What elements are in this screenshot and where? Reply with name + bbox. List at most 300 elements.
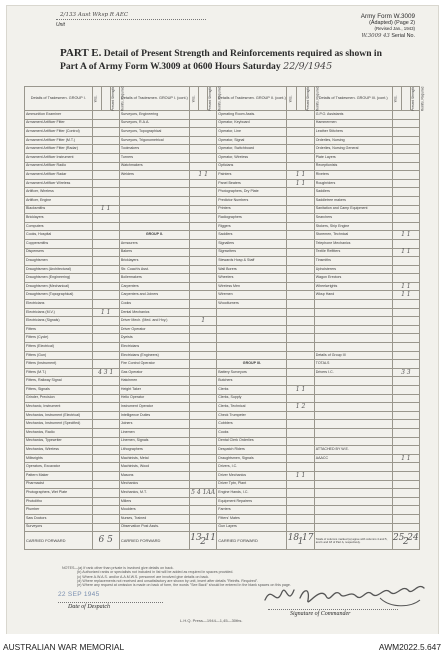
count-cell xyxy=(92,497,119,506)
count-cell xyxy=(190,523,217,532)
count-cell xyxy=(392,119,419,128)
count-cell xyxy=(287,368,314,377)
trade-cell: Fitters (Gun) xyxy=(25,351,93,360)
count-cell xyxy=(287,394,314,403)
count-cell xyxy=(287,136,314,145)
count-cell xyxy=(392,428,419,437)
count-cell xyxy=(190,343,217,352)
count-cell xyxy=(92,420,119,429)
count-cell xyxy=(190,394,217,403)
trade-cell: Pharmacist xyxy=(25,480,93,489)
count-cell xyxy=(190,257,217,266)
count-cell: 1 1 xyxy=(287,386,314,395)
trade-cell: Clerks, Supply xyxy=(217,394,287,403)
count-cell xyxy=(392,437,419,446)
trade-cell: Drivers I.C. xyxy=(314,368,392,377)
count-cell xyxy=(92,360,119,369)
count-cell xyxy=(287,188,314,197)
trade-cell: Carpenters and Joiners xyxy=(119,291,189,300)
count-cell xyxy=(190,506,217,515)
table-row xyxy=(25,514,420,523)
col-header-reinf: Reinfts. Required xyxy=(305,87,314,111)
count-cell xyxy=(190,300,217,309)
count-cell xyxy=(392,111,419,120)
count-cell xyxy=(92,377,119,386)
count-cell: 3 3 xyxy=(392,368,419,377)
trade-cell: Joiners xyxy=(119,420,189,429)
count-cell xyxy=(287,334,314,343)
trade-cell: Tinsmiths xyxy=(314,257,392,266)
trade-cell: Mechanics, Instrument (Specified) xyxy=(25,420,93,429)
trade-cell: Saddlers xyxy=(314,188,392,197)
count-cell xyxy=(190,162,217,171)
trade-cell: Armament Artificer Wireless xyxy=(25,179,93,188)
trade-cell: Butchers xyxy=(217,377,287,386)
count-cell xyxy=(190,111,217,120)
trade-cell: Pattern Maker xyxy=(25,471,93,480)
count-cell xyxy=(287,489,314,498)
trade-cell: Fire Control Operator xyxy=(119,360,189,369)
carried-forward-g3: 18 17 1 xyxy=(287,532,314,550)
trade-cell: Surveyors, Trigonometrical xyxy=(119,136,189,145)
table-row xyxy=(25,368,420,377)
table-row xyxy=(25,145,420,154)
serial-handwritten: 43 xyxy=(382,32,390,39)
trade-cell xyxy=(217,317,287,326)
count-cell xyxy=(190,136,217,145)
trade-cell: TOTALS xyxy=(314,360,392,369)
table-row xyxy=(25,257,420,266)
table-row xyxy=(25,274,420,283)
table-row xyxy=(25,171,420,180)
count-cell xyxy=(190,274,217,283)
trade-cell: Mechanics, Typewriter xyxy=(25,437,93,446)
table-body xyxy=(25,111,420,532)
table-row xyxy=(25,205,420,214)
form-line-2: (Revised Jan., 1943) xyxy=(374,26,415,32)
count-cell xyxy=(190,480,217,489)
col-header-reinf: Reinfts. Required xyxy=(208,87,217,111)
trade-cell: Boilermakers xyxy=(119,274,189,283)
trade-cell: Fitters (Electrical) xyxy=(25,343,93,352)
trade-cell: Telephone Mechanics xyxy=(314,239,392,248)
trade-cell xyxy=(314,325,392,334)
trade-cell: Armament Artificer Radar xyxy=(25,171,93,180)
trade-cell: Surveyors xyxy=(25,523,93,532)
unit-handwritten: 2/133 Aust Wksp R AEC xyxy=(60,12,129,18)
trade-cell: Mechanics, Wireless xyxy=(25,446,93,455)
trade-cell: Farriers xyxy=(217,506,287,515)
carried-forward-label: CARRIED FORWARD xyxy=(25,532,93,550)
count-cell xyxy=(190,454,217,463)
trade-cell: Str. Coach's Asst. xyxy=(119,265,189,274)
trade-cell: Artificer, Engine xyxy=(25,196,93,205)
trade-cell: Wheelwrights xyxy=(314,282,392,291)
table-row xyxy=(25,282,420,291)
count-cell xyxy=(287,111,314,120)
trade-cell: Armament Artificer Fitter (M.T.) xyxy=(25,136,93,145)
col-header-we: W.E. xyxy=(287,87,296,111)
trade-cell: Signallers xyxy=(217,239,287,248)
trade-cell: Driver Mech. (Med. and Hvy.) xyxy=(119,317,189,326)
note-line: (d) Where replacements not received and unsatisfactory are shown by unit, insert after details "Reinfts. Required". xyxy=(77,578,259,583)
col-header-reinf: Reinfts. Required xyxy=(410,87,419,111)
trade-cell: Orderlies, Nursing General xyxy=(314,145,392,154)
trade-cell: Roughriders xyxy=(314,179,392,188)
count-cell xyxy=(92,214,119,223)
form-line-3: W.3009 xyxy=(361,32,382,39)
trade-cell: Surveyors, R.A.A. xyxy=(119,119,189,128)
table-row xyxy=(25,248,420,257)
table-row xyxy=(25,471,420,480)
count-cell xyxy=(92,386,119,395)
count-cell xyxy=(287,282,314,291)
table-row xyxy=(25,265,420,274)
trade-cell: Height Taker xyxy=(119,386,189,395)
trade-cell: Painters xyxy=(217,171,287,180)
trade-cell: Millwrights xyxy=(25,454,93,463)
table-row xyxy=(25,428,420,437)
trade-cell: Plate Layers xyxy=(314,153,392,162)
trade-cell: Linemen, Signals xyxy=(119,437,189,446)
table-row xyxy=(25,300,420,309)
count-cell xyxy=(92,514,119,523)
trade-cell: Surveyors, Topographical xyxy=(119,128,189,137)
count-cell xyxy=(92,489,119,498)
count-cell xyxy=(287,480,314,489)
trade-cell xyxy=(119,188,189,197)
printer-imprint: L.H.Q. Press—1944—1,45—30ths. xyxy=(180,618,243,623)
trade-cell: Electricians (Signals) xyxy=(25,317,93,326)
trade-cell: Fitters (Instrument) xyxy=(25,360,93,369)
table-row xyxy=(25,334,420,343)
table-row xyxy=(25,119,420,128)
count-cell xyxy=(392,300,419,309)
trade-cell: Saw Doctors xyxy=(25,514,93,523)
count-cell xyxy=(92,265,119,274)
count-cell xyxy=(392,351,419,360)
trade-cell: Stewards Hosp & Staff xyxy=(217,257,287,266)
count-cell xyxy=(92,506,119,515)
count-cell xyxy=(190,128,217,137)
trade-cell: Blacksmiths xyxy=(25,205,93,214)
trade-cell: Wireless Men xyxy=(217,282,287,291)
count-cell xyxy=(287,497,314,506)
table-row xyxy=(25,403,420,412)
trade-cell: Toolmakers xyxy=(119,145,189,154)
trade-cell xyxy=(314,317,392,326)
count-cell xyxy=(92,222,119,231)
count-cell xyxy=(287,343,314,352)
table-row xyxy=(25,437,420,446)
trade-cell: Dispensers xyxy=(25,248,93,257)
trade-cell xyxy=(314,506,392,515)
count-cell xyxy=(392,325,419,334)
count-cell xyxy=(190,265,217,274)
trade-cell xyxy=(314,420,392,429)
trade-cell xyxy=(119,222,189,231)
commander-signature xyxy=(260,578,430,612)
trade-cell: Fitters xyxy=(25,325,93,334)
trade-cell: Leather Stitchers xyxy=(314,128,392,137)
trade-cell xyxy=(314,480,392,489)
count-cell xyxy=(190,334,217,343)
count-cell xyxy=(190,428,217,437)
trade-cell xyxy=(217,351,287,360)
count-cell xyxy=(92,231,119,240)
count-cell xyxy=(287,514,314,523)
count-cell xyxy=(92,317,119,326)
trade-cell: Intelligence Duties xyxy=(119,411,189,420)
trade-cell xyxy=(314,300,392,309)
trade-cell: Turners xyxy=(119,153,189,162)
trade-cell xyxy=(314,394,392,403)
count-cell xyxy=(392,420,419,429)
count-cell: 1 1 xyxy=(392,248,419,257)
trade-cell: Watchmakers xyxy=(119,162,189,171)
count-cell xyxy=(392,394,419,403)
count-cell xyxy=(92,403,119,412)
count-cell xyxy=(287,119,314,128)
count-cell xyxy=(392,334,419,343)
count-cell xyxy=(190,463,217,472)
count-cell xyxy=(92,394,119,403)
trade-cell: Sanitation and Camp Equipment xyxy=(314,205,392,214)
table-row xyxy=(25,386,420,395)
count-cell xyxy=(92,179,119,188)
trade-cell xyxy=(314,334,392,343)
trade-cell: Fitters' Mates xyxy=(217,514,287,523)
count-cell xyxy=(287,360,314,369)
count-cell xyxy=(190,248,217,257)
count-cell xyxy=(287,231,314,240)
archive-id: AWM2022.5.647 xyxy=(378,642,441,652)
count-cell xyxy=(287,463,314,472)
count-cell xyxy=(392,523,419,532)
table-row xyxy=(25,136,420,145)
count-cell xyxy=(392,386,419,395)
carried-forward-label: CARRIED FORWARD xyxy=(217,532,287,550)
trade-cell: Cooks xyxy=(217,428,287,437)
count-cell xyxy=(190,403,217,412)
trade-cell: Armament Artificer Fitter (Radar) xyxy=(25,145,93,154)
count-cell xyxy=(92,300,119,309)
count-cell xyxy=(92,480,119,489)
count-cell xyxy=(287,248,314,257)
count-cell xyxy=(92,196,119,205)
count-cell xyxy=(190,497,217,506)
count-cell xyxy=(287,274,314,283)
count-cell xyxy=(392,145,419,154)
title-text-2: Part A of Army Form W.3009 at 0600 Hours Saturday xyxy=(60,61,281,72)
trade-cell: Engine Hands, I.C. xyxy=(217,489,287,498)
trade-cell xyxy=(217,308,287,317)
count-cell xyxy=(92,136,119,145)
count-cell xyxy=(287,300,314,309)
trade-cell: GROUP III. xyxy=(217,360,287,369)
trade-cell: Equipment Repairers xyxy=(217,497,287,506)
count-cell xyxy=(92,171,119,180)
count-cell xyxy=(287,317,314,326)
table-row xyxy=(25,308,420,317)
trade-cell: Receptionists xyxy=(314,162,392,171)
table-row xyxy=(25,291,420,300)
trade-cell: Operator, Line xyxy=(217,128,287,137)
col-header-present: Present Strength xyxy=(101,87,110,111)
trade-cell: AAACC xyxy=(314,454,392,463)
trade-cell: Armament Artificer Radio xyxy=(25,162,93,171)
count-cell xyxy=(190,239,217,248)
table-row xyxy=(25,196,420,205)
count-cell xyxy=(92,274,119,283)
trade-cell: Electricians xyxy=(119,343,189,352)
table-row xyxy=(25,343,420,352)
count-cell xyxy=(287,325,314,334)
count-cell xyxy=(190,145,217,154)
count-cell xyxy=(287,351,314,360)
count-cell xyxy=(287,454,314,463)
trade-cell: Photographers, Wet Plate xyxy=(25,489,93,498)
table-row xyxy=(25,420,420,429)
trade-cell xyxy=(217,343,287,352)
trade-cell: ATTACHED BY W.E. xyxy=(314,446,392,455)
table-row xyxy=(25,162,420,171)
count-cell xyxy=(92,351,119,360)
count-cell xyxy=(392,317,419,326)
count-cell xyxy=(287,446,314,455)
date-stamp: 22 SEP 1945 xyxy=(58,591,100,598)
count-cell: 1 1 xyxy=(287,171,314,180)
carried-forward-row xyxy=(25,532,420,550)
count-cell: 1 1 xyxy=(392,231,419,240)
col-header-group3-cont: Details of Tradesmen. GROUP III. (cont.) xyxy=(314,87,392,111)
count-cell: 5 4 1AA xyxy=(191,489,216,497)
count-cell xyxy=(190,196,217,205)
count-cell xyxy=(92,162,119,171)
count-cell xyxy=(392,343,419,352)
date-handwritten: 22/9/1945 xyxy=(283,61,333,72)
trade-cell xyxy=(314,489,392,498)
count-cell xyxy=(287,428,314,437)
count-cell xyxy=(92,463,119,472)
count-cell xyxy=(92,111,119,120)
col-header-group1-cont: Details of Tradesmen. GROUP I. (cont.) xyxy=(119,87,189,111)
count-cell xyxy=(287,239,314,248)
count-cell xyxy=(190,119,217,128)
count-cell xyxy=(287,308,314,317)
count-cell xyxy=(392,153,419,162)
count-cell xyxy=(392,128,419,137)
count-cell xyxy=(287,145,314,154)
despatch-label: Date of Despatch xyxy=(68,604,110,610)
trade-cell: Saddlers xyxy=(217,231,287,240)
table-row xyxy=(25,480,420,489)
note-line: (c) Where A.W.A.S. and/or A.A.M.W.S. personnel are involved give details on back. xyxy=(77,574,210,579)
trade-cell: Mechanics, Instrument (Electrical) xyxy=(25,411,93,420)
table-row xyxy=(25,394,420,403)
count-cell xyxy=(92,188,119,197)
trade-cell: Draughtsmen, Signals xyxy=(217,454,287,463)
count-cell xyxy=(92,257,119,266)
form-line-1: (Adapted) (Page 2) xyxy=(369,20,415,27)
trade-cell: Helio Operator xyxy=(119,394,189,403)
trade-cell: Fitters (M.T.) xyxy=(25,368,93,377)
col-header-present: Present Strength xyxy=(296,87,305,111)
table-row xyxy=(25,446,420,455)
trade-cell: Plumber xyxy=(25,506,93,515)
trade-cell: Draughtsmen (Architectural) xyxy=(25,265,93,274)
trade-cell: Cooks, Hospital xyxy=(25,231,93,240)
count-cell xyxy=(287,377,314,386)
count-cell xyxy=(92,471,119,480)
trade-cell: Signwriters xyxy=(217,248,287,257)
count-cell xyxy=(92,343,119,352)
count-cell xyxy=(287,291,314,300)
count-cell xyxy=(92,454,119,463)
count-cell: 1 2 xyxy=(287,403,314,412)
table-row xyxy=(25,111,420,120)
trade-cell: Saddletree makers xyxy=(314,196,392,205)
trade-cell: Wiremen xyxy=(217,291,287,300)
count-cell xyxy=(392,514,419,523)
trade-cell xyxy=(314,386,392,395)
count-cell xyxy=(92,239,119,248)
title-text-1: Detail of Present Strength and Reinforcements required as shown in xyxy=(103,48,382,59)
trade-cell: Draughtsmen (Topographical) xyxy=(25,291,93,300)
count-cell xyxy=(392,446,419,455)
count-cell xyxy=(392,471,419,480)
trade-cell: Mechanics, Radio xyxy=(25,428,93,437)
trade-cell: Driver Operator xyxy=(119,325,189,334)
signature-line xyxy=(268,609,398,610)
col-header-we: W.E. xyxy=(92,87,101,111)
trade-cell: Armament Artificer Instrument xyxy=(25,153,93,162)
trade-cell: Carpenters xyxy=(119,282,189,291)
count-cell xyxy=(92,411,119,420)
trade-cell: Armourers xyxy=(119,239,189,248)
count-cell xyxy=(392,257,419,266)
trade-cell xyxy=(119,214,189,223)
trade-cell: Clerks, Technical xyxy=(217,403,287,412)
unit-label: Unit xyxy=(56,22,65,28)
trade-cell: Battery Surveyors xyxy=(217,368,287,377)
count-cell xyxy=(287,128,314,137)
count-cell xyxy=(392,274,419,283)
trade-cell: Clerks xyxy=(217,386,287,395)
count-cell: 1 1 xyxy=(392,291,419,300)
archive-name: AUSTRALIAN WAR MEMORIAL xyxy=(3,642,125,652)
unit-field xyxy=(56,13,216,28)
count-cell xyxy=(287,523,314,532)
count-cell xyxy=(287,506,314,515)
table-row xyxy=(25,411,420,420)
trade-cell: Check Trumpeter xyxy=(217,411,287,420)
count-cell xyxy=(392,497,419,506)
trade-cell xyxy=(314,471,392,480)
trade-cell xyxy=(314,411,392,420)
count-cell xyxy=(392,403,419,412)
table-row xyxy=(25,317,420,326)
table-row xyxy=(25,153,420,162)
count-cell xyxy=(287,420,314,429)
carried-forward-g1: 6 5 xyxy=(92,532,119,550)
trade-cell: Textile Refitters xyxy=(314,248,392,257)
trade-cell: Instrument Operator xyxy=(119,403,189,412)
trade-cell: Electricians (Engineers) xyxy=(119,351,189,360)
count-cell xyxy=(392,205,419,214)
trade-cell: Draughtsmen xyxy=(25,257,93,266)
trade-cell xyxy=(314,514,392,523)
